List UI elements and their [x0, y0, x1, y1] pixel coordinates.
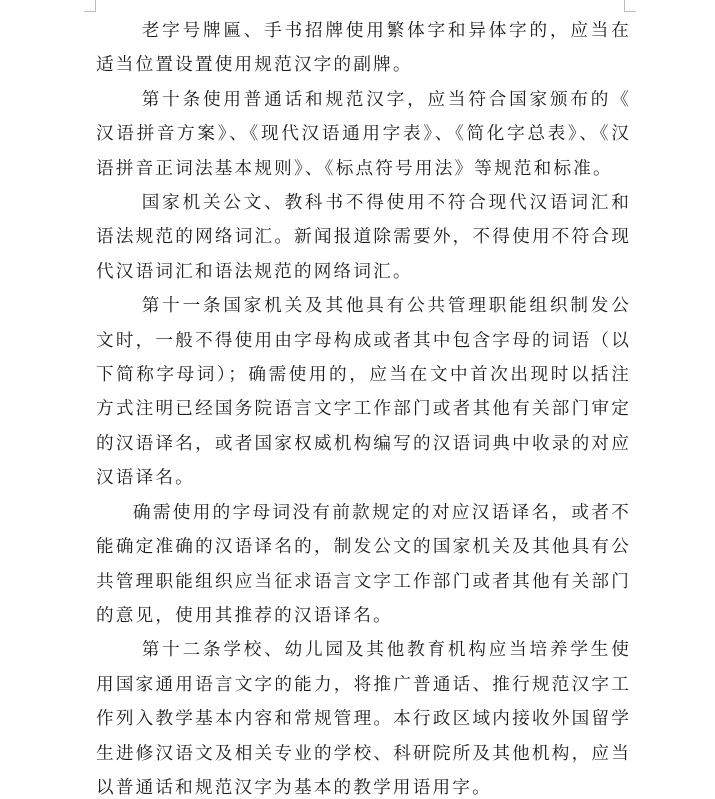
paragraph-article-10: 第十条使用普通话和规范汉字，应当符合国家颁布的《汉语拼音方案》、《现代汉语通用字表》、《简化字总表》、《汉语拼音正词法基本规则》、《标点符号用法》等规范和标准。 [96, 89, 631, 179]
page-corner-mark-right [624, 0, 636, 12]
paragraph-article-11: 第十一条国家机关及其他具有公共管理职能组织制发公文时，一般不得使用由字母构成或者其中包含字母的词语（以下简称字母词）；确需使用的，应当在文中首次出现时以括注方式注明已经国务院语言文字工作部门或者其他有关部门审定的汉语译名，或者国家权威机构编写的汉语词典中收录的对应汉语译名。 [96, 296, 631, 489]
paragraph-letter-words: 确需使用的字母词没有前款规定的对应汉语译名，或者不能确定准确的汉语译名的，制发公文的国家机关及其他具有公共管理职能组织应当征求语言文字工作部门或者其他有关部门的意见，使用其推荐的汉语译名。 [96, 502, 631, 626]
paragraph-network-vocabulary: 国家机关公文、教科书不得使用不符合现代汉语词汇和语法规范的网络词汇。新闻报道除需要外，不得使用不符合现代汉语词汇和语法规范的网络词汇。 [96, 193, 631, 282]
document-body [96, 14, 631, 799]
paragraph-signage: 老字号牌匾、手书招牌使用繁体字和异体字的，应当在适当位置设置使用规范汉字的副牌。 [96, 21, 631, 76]
page-corner-mark-left [84, 0, 96, 12]
paragraph-article-12: 第十二条学校、幼儿园及其他教育机构应当培养学生使用国家通用语言文字的能力，将推广普通话、推行规范汉字工作列入教学基本内容和常规管理。本行政区域内接收外国留学生进修汉语文及相关专业的学校、科研院所及其他机构，应当以普通话和规范汉字为基本的教学用语用字。 [96, 640, 631, 798]
